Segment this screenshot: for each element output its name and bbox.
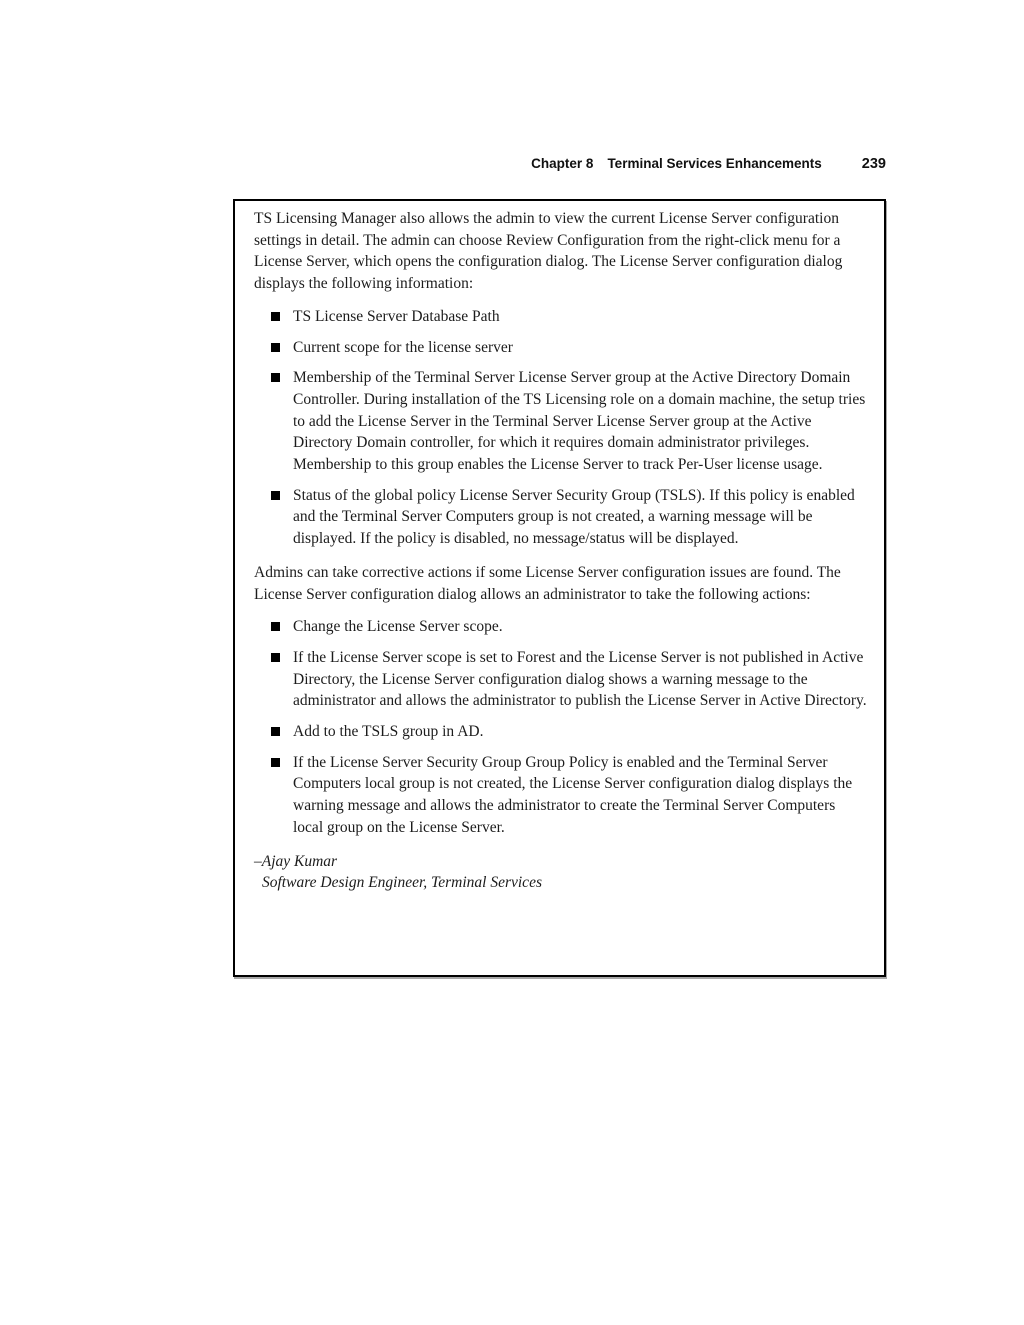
list-item-text: If the License Server Security Group Group Policy is enabled and the Terminal Server Computers local group is not created, the License Server configuration dialog displays the warning message and allows the administrator to create the Terminal Server Computers local group on the License Server. bbox=[293, 753, 853, 836]
chapter-label: Chapter 8 bbox=[531, 156, 594, 171]
attribution bbox=[254, 851, 868, 894]
list-item bbox=[254, 337, 868, 359]
square-bullet-icon bbox=[271, 653, 280, 662]
list-item-text: If the License Server scope is set to Forest and the License Server is not published in Active Directory, the License Server configuration dialog shows a warning message to the administrator and allows the administrator to publish the License Server in Active Directory. bbox=[293, 648, 867, 710]
list-item-text: Change the License Server scope. bbox=[293, 618, 503, 636]
list-item-text: Membership of the Terminal Server License Server group at the Active Directory Domain Controller. During installation of the TS Licensing role on a domain machine, the setup tries to add the License Server in the Terminal Server License Server group at the Active Directory Domain controller, for which it requires domain administrator privileges. Membership to this group enables the License Server to track Per-User license usage. bbox=[293, 369, 866, 474]
list-item bbox=[254, 752, 868, 839]
list-item-text: Status of the global policy License Server Security Group (TSLS). If this policy is enabled and the Terminal Server Computers group is not created, a warning message will be displayed. If the policy is disabled, no message/status will be displayed. bbox=[293, 486, 855, 548]
square-bullet-icon bbox=[271, 373, 280, 382]
square-bullet-icon bbox=[271, 622, 280, 631]
chapter-title: Terminal Services Enhancements bbox=[607, 156, 822, 171]
square-bullet-icon bbox=[271, 312, 280, 321]
square-bullet-icon bbox=[271, 343, 280, 352]
attribution-name: –Ajay Kumar bbox=[254, 852, 338, 870]
sidebar-callout-box bbox=[233, 199, 886, 977]
list-item-text: Add to the TSLS group in AD. bbox=[293, 723, 484, 741]
list-item bbox=[254, 306, 868, 328]
actions-paragraph: Admins can take corrective actions if some License Server configuration issues are found. The License Server configuration dialog allows an administrator to take the following actions: bbox=[254, 563, 841, 603]
page-number: 239 bbox=[861, 156, 886, 172]
list-item bbox=[254, 367, 868, 476]
list-item bbox=[254, 485, 868, 550]
square-bullet-icon bbox=[271, 758, 280, 767]
square-bullet-icon bbox=[271, 727, 280, 736]
list-item-text: Current scope for the license server bbox=[293, 338, 513, 356]
list-item bbox=[254, 616, 868, 638]
attribution-role: Software Design Engineer, Terminal Services bbox=[262, 874, 542, 892]
intro-paragraph: TS Licensing Manager also allows the admin to view the current License Server configuration settings in detail. The admin can choose Review Configuration from the right-click menu for a License Server, which opens the configuration dialog. The License Server configuration dialog displays the following information: bbox=[254, 210, 843, 293]
info-list bbox=[254, 306, 868, 550]
list-item-text: TS License Server Database Path bbox=[293, 307, 500, 325]
actions-list bbox=[254, 616, 868, 838]
list-item bbox=[254, 721, 868, 743]
running-header bbox=[233, 156, 886, 172]
square-bullet-icon bbox=[271, 491, 280, 500]
list-item bbox=[254, 647, 868, 712]
